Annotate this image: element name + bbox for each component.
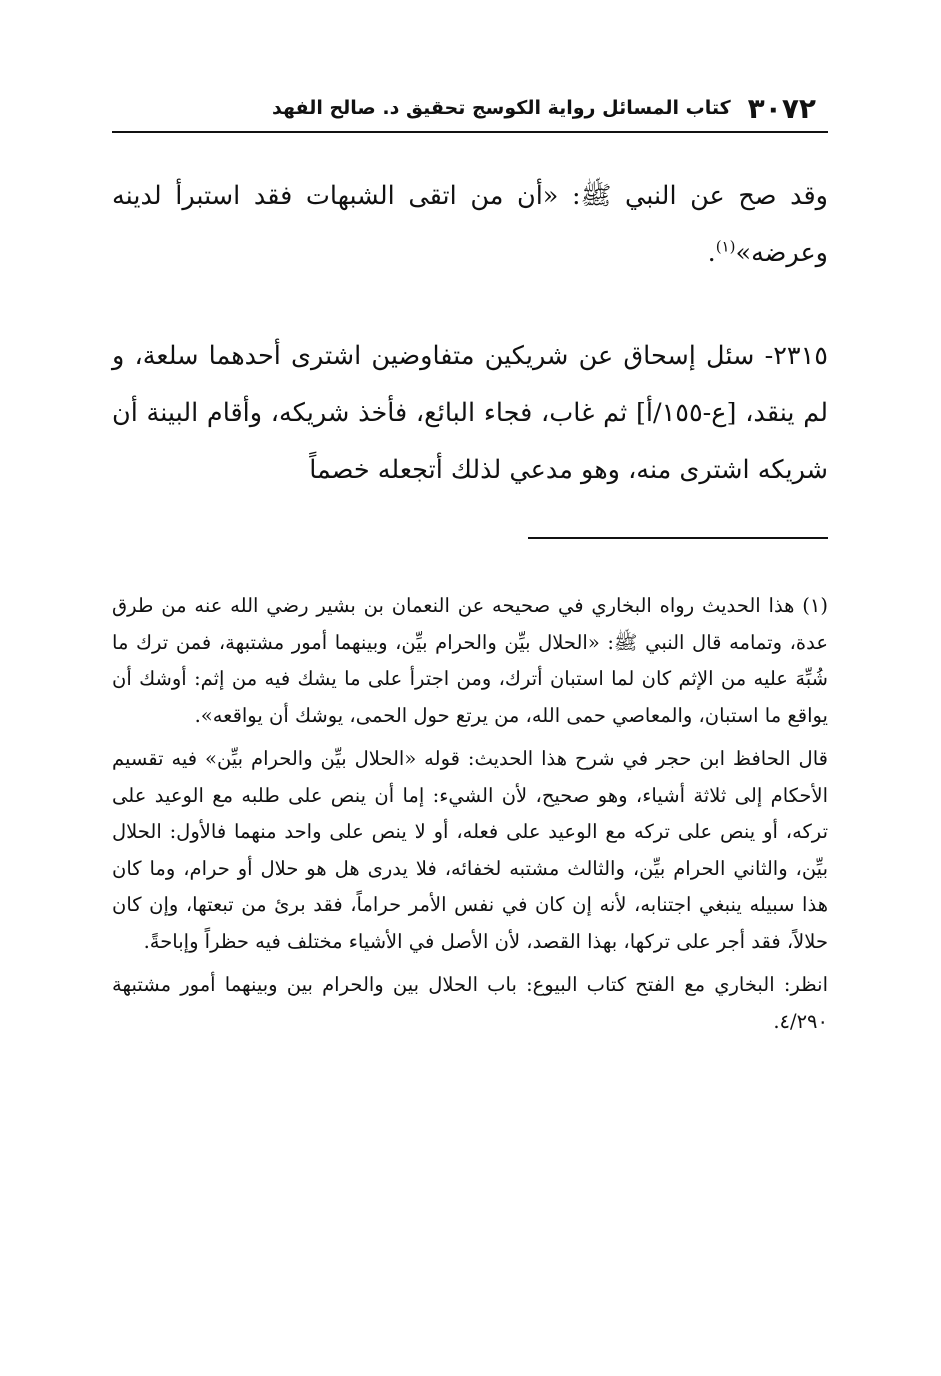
footnote-separator <box>528 537 828 539</box>
running-header <box>112 88 828 128</box>
footnote-reference-source: انظر: البخاري مع الفتح كتاب البيوع: باب الحلال بين والحرام بين وبينهما أمور مشتبهة ٤/٢٩٠. <box>112 973 828 1033</box>
footnote-reference[interactable]: (١) <box>715 237 736 256</box>
footnote-1: (١) هذا الحديث رواه البخاري في صحيحه عن النعمان بن بشير رضي الله عنه من طرق عدة، وتمامه قال النبي ﷺ: «الحلال بيِّن والحرام بيِّن، وبينهما أمور مشتبهة، فمن ترك ما شُبِّهَ عليه من الإثم كان لما استبان أترك، ومن اجترأ على ما يشك فيه من إثم: أوشك أن يواقع ما استبان، والمعاصي حمى الله، من يرتع حول الحمى، يوشك أن يواقعه». <box>112 594 828 727</box>
paragraph-1-end: . <box>707 238 716 268</box>
header-rule <box>112 131 828 133</box>
header-title: كتاب المسائل رواية الكوسج تحقيق د. صالح الفهد <box>272 97 731 119</box>
page-number: ٣٠٧٢ <box>747 91 816 125</box>
main-paragraph-2: ٢٣١٥- سئل إسحاق عن شريكين متفاوضين اشترى أحدهما سلعة، و لم ينقد، [ع-١٥٥/أ] ثم غاب، فجاء البائع، فأخذ شريكه، وأقام البينة أن شريكه اشترى منه، وهو مدعي لذلك أتجعله خصماً <box>112 341 828 485</box>
footnotes <box>112 588 828 1047</box>
footnote-commentary: قال الحافظ ابن حجر في شرح هذا الحديث: قوله «الحلال بيِّن والحرام بيِّن» فيه تقسيم الأحكام إلى ثلاثة أشياء، وهو صحيح، لأن الشيء: إما أن ينص على طلبه مع الوعيد على تركه، أو ينص على تركه مع الوعيد على فعله، أو لا ينص على واحد منهما فالأول: الحلال بيِّن، والثاني الحرام بيِّن، والثالث مشتبه لخفائه، فلا يدرى هل هو حلال أو حرام، وما كان هذا سبيله ينبغي اجتنابه، لأنه إن كان في نفس الأمر حراماً، فقد برئ من تبعتها، وإن كان حلالاً، فقد أجر على تركها، بهذا القصد، لأن الأصل في الأشياء مختلف فيه حظراً وإباحةً. <box>112 747 828 953</box>
main-paragraph-1 <box>112 168 828 282</box>
paragraph-1-text: وقد صح عن النبي ﷺ: «أن من اتقى الشبهات فقد استبرأ لدينه وعرضه» <box>112 181 828 268</box>
